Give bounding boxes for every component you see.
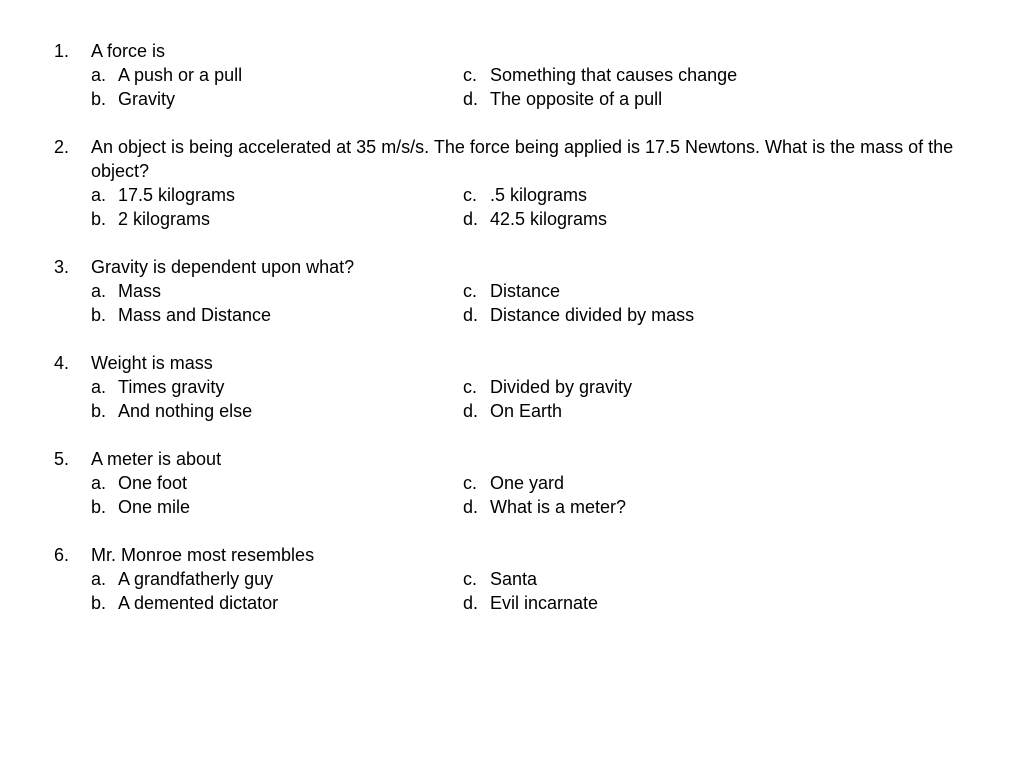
option-label: d. bbox=[463, 209, 479, 229]
option-c bbox=[463, 567, 835, 591]
option-label: b. bbox=[91, 305, 107, 325]
option-d bbox=[463, 495, 835, 519]
question-text: An object is being accelerated at 35 m/s/s. The force being applied is 17.5 Newtons. What is the mass of the object? bbox=[91, 137, 954, 181]
option-a bbox=[91, 279, 463, 303]
question-4 bbox=[54, 351, 994, 423]
option-text: Mass and Distance bbox=[118, 305, 272, 325]
option-b bbox=[91, 207, 463, 231]
option-text: What is a meter? bbox=[490, 497, 627, 517]
question-text: Gravity is dependent upon what? bbox=[91, 257, 355, 277]
option-c bbox=[463, 375, 835, 399]
option-a bbox=[91, 375, 463, 399]
option-label: c. bbox=[463, 473, 478, 493]
option-c bbox=[463, 279, 835, 303]
option-label: b. bbox=[91, 89, 107, 109]
question-3 bbox=[54, 255, 994, 327]
question-2 bbox=[54, 135, 994, 231]
option-label: c. bbox=[463, 569, 478, 589]
option-d bbox=[463, 591, 835, 615]
option-d bbox=[463, 399, 835, 423]
option-a bbox=[91, 567, 463, 591]
option-text: One foot bbox=[118, 473, 188, 493]
option-d bbox=[463, 207, 835, 231]
option-label: a. bbox=[91, 377, 107, 397]
question-text: Weight is mass bbox=[91, 353, 213, 373]
option-d bbox=[463, 303, 835, 327]
option-label: b. bbox=[91, 593, 107, 613]
option-text: A push or a pull bbox=[118, 65, 243, 85]
option-text: Gravity bbox=[118, 89, 176, 109]
option-label: d. bbox=[463, 89, 479, 109]
option-c bbox=[463, 183, 835, 207]
question-number: 3. bbox=[54, 257, 70, 277]
option-text: The opposite of a pull bbox=[490, 89, 663, 109]
option-text: Mass bbox=[118, 281, 162, 301]
option-d bbox=[463, 87, 835, 111]
option-label: b. bbox=[91, 401, 107, 421]
option-label: c. bbox=[463, 185, 478, 205]
option-label: c. bbox=[463, 377, 478, 397]
question-number: 1. bbox=[54, 41, 70, 61]
question-number: 5. bbox=[54, 449, 70, 469]
question-text: A force is bbox=[91, 41, 166, 61]
option-text: Distance bbox=[490, 281, 561, 301]
option-c bbox=[463, 471, 835, 495]
option-label: d. bbox=[463, 593, 479, 613]
option-a bbox=[91, 183, 463, 207]
option-label: c. bbox=[463, 65, 478, 85]
option-label: a. bbox=[91, 569, 107, 589]
option-text: A grandfatherly guy bbox=[118, 569, 274, 589]
option-a bbox=[91, 63, 463, 87]
question-text: Mr. Monroe most resembles bbox=[91, 545, 315, 565]
option-text: Santa bbox=[490, 569, 538, 589]
option-b bbox=[91, 399, 463, 423]
option-text: Something that causes change bbox=[490, 65, 738, 85]
option-text: Distance divided by mass bbox=[490, 305, 695, 325]
option-text: One mile bbox=[118, 497, 191, 517]
option-b bbox=[91, 303, 463, 327]
option-text: Divided by gravity bbox=[490, 377, 633, 397]
question-5 bbox=[54, 447, 994, 519]
option-label: d. bbox=[463, 497, 479, 517]
option-label: b. bbox=[91, 497, 107, 517]
option-b bbox=[91, 591, 463, 615]
option-label: a. bbox=[91, 281, 107, 301]
option-label: a. bbox=[91, 65, 107, 85]
option-text: Evil incarnate bbox=[490, 593, 599, 613]
option-text: One yard bbox=[490, 473, 565, 493]
option-c bbox=[463, 63, 835, 87]
option-text: .5 kilograms bbox=[490, 185, 588, 205]
question-number: 6. bbox=[54, 545, 70, 565]
option-label: a. bbox=[91, 185, 107, 205]
option-label: b. bbox=[91, 209, 107, 229]
option-text: And nothing else bbox=[118, 401, 253, 421]
option-label: c. bbox=[463, 281, 478, 301]
option-b bbox=[91, 87, 463, 111]
option-text: On Earth bbox=[490, 401, 563, 421]
question-6 bbox=[54, 543, 994, 615]
option-text: 2 kilograms bbox=[118, 209, 211, 229]
option-text: A demented dictator bbox=[118, 593, 279, 613]
option-label: a. bbox=[91, 473, 107, 493]
option-label: d. bbox=[463, 401, 479, 421]
option-text: 17.5 kilograms bbox=[118, 185, 236, 205]
question-number: 2. bbox=[54, 137, 70, 157]
quiz bbox=[54, 39, 994, 639]
option-a bbox=[91, 471, 463, 495]
question-1 bbox=[54, 39, 994, 111]
question-text: A meter is about bbox=[91, 449, 222, 469]
option-text: Times gravity bbox=[118, 377, 225, 397]
question-number: 4. bbox=[54, 353, 70, 373]
option-label: d. bbox=[463, 305, 479, 325]
option-text: 42.5 kilograms bbox=[490, 209, 608, 229]
option-b bbox=[91, 495, 463, 519]
